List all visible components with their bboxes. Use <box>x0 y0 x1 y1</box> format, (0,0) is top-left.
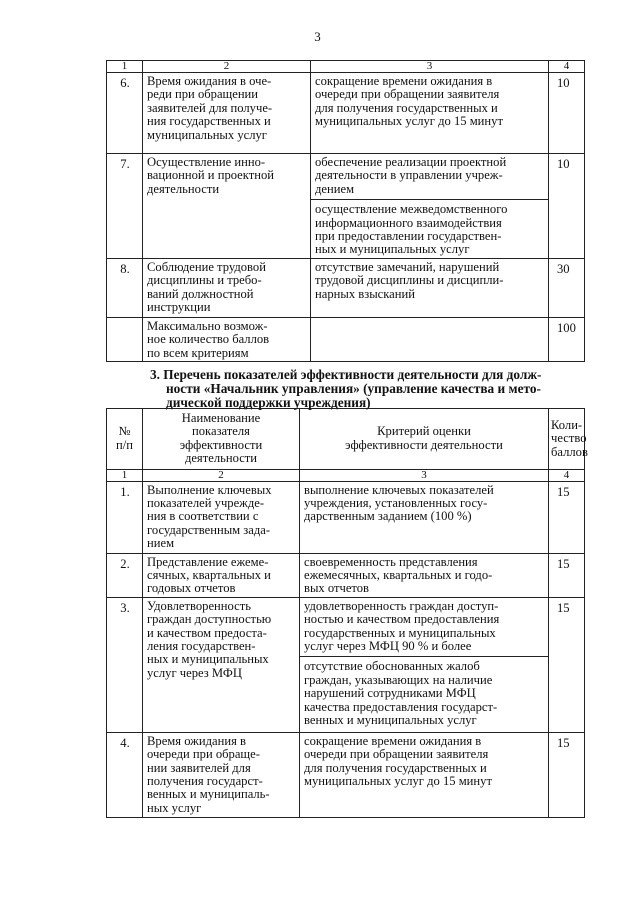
criteria-cell <box>300 481 549 553</box>
header-number-line: п/п <box>116 437 133 452</box>
table-row <box>107 553 585 597</box>
indicator-name-line: ных и муниципальных <box>147 652 269 667</box>
score: 10 <box>549 154 585 259</box>
row-number: 1. <box>107 481 143 553</box>
column-number: 4 <box>549 469 585 481</box>
score: 15 <box>549 597 585 732</box>
section-title-line: 3. Перечень показателей эффективности деятельности для долж- <box>150 367 542 382</box>
column-number: 3 <box>300 469 549 481</box>
criterion-line: дением <box>315 181 355 196</box>
table-row <box>107 597 585 732</box>
indicator-name-line: дисциплины и требо- <box>147 273 262 288</box>
criteria-table-continued <box>106 60 585 362</box>
criterion-line: муниципальных услуг до 15 минут <box>304 774 492 789</box>
criterion-block <box>315 156 545 196</box>
indicator-name-line: государственным зада- <box>147 522 271 537</box>
indicator-name <box>143 597 300 732</box>
criterion-line: учреждения, установленных госу- <box>304 496 488 511</box>
criterion-line: государственных и муниципальных <box>304 625 496 640</box>
score: 100 <box>549 317 585 361</box>
header-indicator-name-line: показателя <box>192 424 250 439</box>
row-number: 7. <box>107 154 143 259</box>
row-number: 8. <box>107 258 143 317</box>
header-number <box>107 409 143 470</box>
column-number: 1 <box>107 61 143 73</box>
indicator-name-line: Время ожидания в оче- <box>147 74 272 88</box>
criterion-line: венных и муниципальных услуг <box>304 713 477 728</box>
criteria-cell <box>300 597 549 732</box>
indicator-name-line: реди при обращении <box>147 87 259 102</box>
row-number: 2. <box>107 553 143 597</box>
criterion-block <box>304 735 545 789</box>
indicator-name-line: ваний должностной <box>147 286 254 301</box>
criteria-cell <box>311 317 549 361</box>
criterion-line: услуг через МФЦ 90 % и более <box>304 639 472 654</box>
score: 30 <box>549 258 585 317</box>
column-number: 1 <box>107 469 143 481</box>
indicator-name-line: ния государственных и <box>147 114 271 129</box>
header-number-line: № <box>118 424 131 439</box>
criterion-line: для получения государственных и <box>315 100 498 115</box>
criterion-block <box>315 75 545 129</box>
criterion-line: муниципальных услуг до 15 минут <box>315 114 503 129</box>
header-score-line: баллов <box>551 444 588 459</box>
header-indicator-name-line: деятельности <box>184 451 258 466</box>
header-criteria-line: Критерий оценки <box>377 424 471 439</box>
indicator-name-line: показателей учрежде- <box>147 496 265 511</box>
header-indicator-name <box>143 409 300 470</box>
indicator-name-line: ных услуг <box>147 800 202 815</box>
criterion-line: отсутствие замечаний, нарушений <box>315 259 500 274</box>
indicator-name-line: и качеством предоста- <box>147 625 267 640</box>
criterion-line: очереди при обращении заявителя <box>315 87 500 102</box>
criterion-line: граждан, указывающих на наличие <box>304 672 493 687</box>
indicator-name-line: Максимально возмож- <box>147 318 268 333</box>
criterion-line: выполнение ключевых показателей <box>304 482 494 497</box>
criterion-line: для получения государственных и <box>304 760 487 775</box>
criterion-line: очереди при обращении заявителя <box>304 747 489 762</box>
criterion-line: при предоставлении государствен- <box>315 229 502 244</box>
criteria-cell <box>311 73 549 154</box>
criterion-line: качества предоставления государст- <box>304 699 498 714</box>
criterion-line: осуществление межведомственного <box>315 202 508 217</box>
column-number: 3 <box>311 61 549 73</box>
criterion-line: нарных взысканий <box>315 286 415 301</box>
criteria-cell <box>311 258 549 317</box>
indicator-name <box>143 732 300 817</box>
table-header-row <box>107 409 585 470</box>
indicator-name-line: инструкции <box>147 300 211 315</box>
indicator-name-line: Удовлетворенность <box>147 598 251 613</box>
table-row <box>107 73 585 154</box>
criterion-block <box>311 199 548 257</box>
criterion-line: ежемесячных, квартальных и годо- <box>304 568 493 583</box>
indicator-name <box>143 154 311 259</box>
indicator-name-line: ления государствен- <box>147 639 256 654</box>
header-criteria <box>300 409 549 470</box>
indicator-name-line: очереди при обраще- <box>147 747 260 762</box>
table-row <box>107 481 585 553</box>
indicator-name <box>143 481 300 553</box>
criterion-line: информационного взаимодействия <box>315 215 502 230</box>
indicator-name-line: ное количество баллов <box>147 332 270 347</box>
header-indicator-name-line: Наименование <box>181 411 261 425</box>
indicator-name-line: заявителей для получе- <box>147 100 273 115</box>
indicator-name <box>143 317 311 361</box>
criterion-line: обеспечение реализации проектной <box>315 155 507 169</box>
table-row <box>107 154 585 259</box>
table-row <box>107 732 585 817</box>
criterion-line: ных и муниципальных услуг <box>315 242 470 257</box>
criterion-line: деятельности в управлении учреж- <box>315 168 503 183</box>
score: 15 <box>549 732 585 817</box>
criterion-block <box>304 484 545 524</box>
row-number: 4. <box>107 732 143 817</box>
header-score-line: чество <box>551 431 587 446</box>
section-title-line: дической поддержки учреждения) <box>166 395 371 410</box>
table-row <box>107 317 585 361</box>
indicator-name-line: Время ожидания в <box>147 733 246 748</box>
criterion-line: сокращение времени ожидания в <box>304 733 482 748</box>
score: 10 <box>549 73 585 154</box>
row-number: 6. <box>107 73 143 154</box>
indicator-name-line: муниципальных услуг <box>147 127 267 142</box>
indicator-name <box>143 553 300 597</box>
indicator-name-line: деятельности <box>147 181 220 196</box>
indicator-name-line: по всем критериям <box>147 345 249 360</box>
performance-indicators-table <box>106 408 588 818</box>
criterion-line: своевременность представления <box>304 554 478 569</box>
indicator-name-line: венных и муниципаль- <box>147 787 270 802</box>
column-number: 2 <box>143 61 311 73</box>
criterion-line: вых отчетов <box>304 581 369 596</box>
indicator-name-line: услуг через МФЦ <box>147 665 242 680</box>
criterion-line: дарственным заданием (100 %) <box>304 509 472 524</box>
criterion-line: сокращение времени ожидания в <box>315 74 493 88</box>
criterion-line: трудовой дисциплины и дисципли- <box>315 273 504 288</box>
score: 15 <box>549 481 585 553</box>
indicator-name-line: нием <box>147 536 175 551</box>
criteria-cell <box>300 732 549 817</box>
indicator-name-line: ния в соответствии с <box>147 509 259 524</box>
indicator-name-line: граждан доступностью <box>147 612 272 627</box>
criterion-line: ностью и качеством предоставления <box>304 612 500 627</box>
indicator-name-line: годовых отчетов <box>147 581 236 596</box>
column-number: 4 <box>549 61 585 73</box>
column-number: 2 <box>143 469 300 481</box>
indicator-name-line: сячных, квартальных и <box>147 568 271 583</box>
column-number-row <box>107 469 585 481</box>
header-score-line: Коли- <box>551 417 583 432</box>
score: 15 <box>549 553 585 597</box>
indicator-name-line: Выполнение ключевых <box>147 482 272 497</box>
criterion-line: удовлетворенность граждан доступ- <box>304 598 499 613</box>
criterion-block <box>300 656 548 727</box>
indicator-name-line: Осуществление инно- <box>147 155 266 169</box>
indicator-name-line: вационной и проектной <box>147 168 275 183</box>
header-indicator-name-line: эффективности <box>179 437 263 452</box>
column-number-row <box>107 61 585 73</box>
page-number: 3 <box>314 29 321 44</box>
indicator-name-line: нии заявителей для <box>147 760 251 775</box>
header-criteria-line: эффективности деятельности <box>345 437 503 452</box>
row-number <box>107 317 143 361</box>
indicator-name-line: получения государст- <box>147 774 263 789</box>
criterion-line: отсутствие обоснованных жалоб <box>304 659 480 674</box>
criterion-block <box>315 261 545 301</box>
criteria-cell <box>300 553 549 597</box>
indicator-name <box>143 258 311 317</box>
section-title-line: ности «Начальник управления» (управление качества и мето- <box>166 381 541 396</box>
criteria-cell <box>311 154 549 259</box>
criterion-line: нарушений сотрудниками МФЦ <box>304 686 476 701</box>
row-number: 3. <box>107 597 143 732</box>
section-3-title <box>150 368 590 410</box>
indicator-name-line: Представление ежеме- <box>147 554 269 569</box>
table-row <box>107 258 585 317</box>
criterion-block <box>304 556 545 596</box>
indicator-name <box>143 73 311 154</box>
header-score <box>549 409 588 470</box>
criterion-block <box>304 600 545 654</box>
indicator-name-line: Соблюдение трудовой <box>147 259 266 274</box>
